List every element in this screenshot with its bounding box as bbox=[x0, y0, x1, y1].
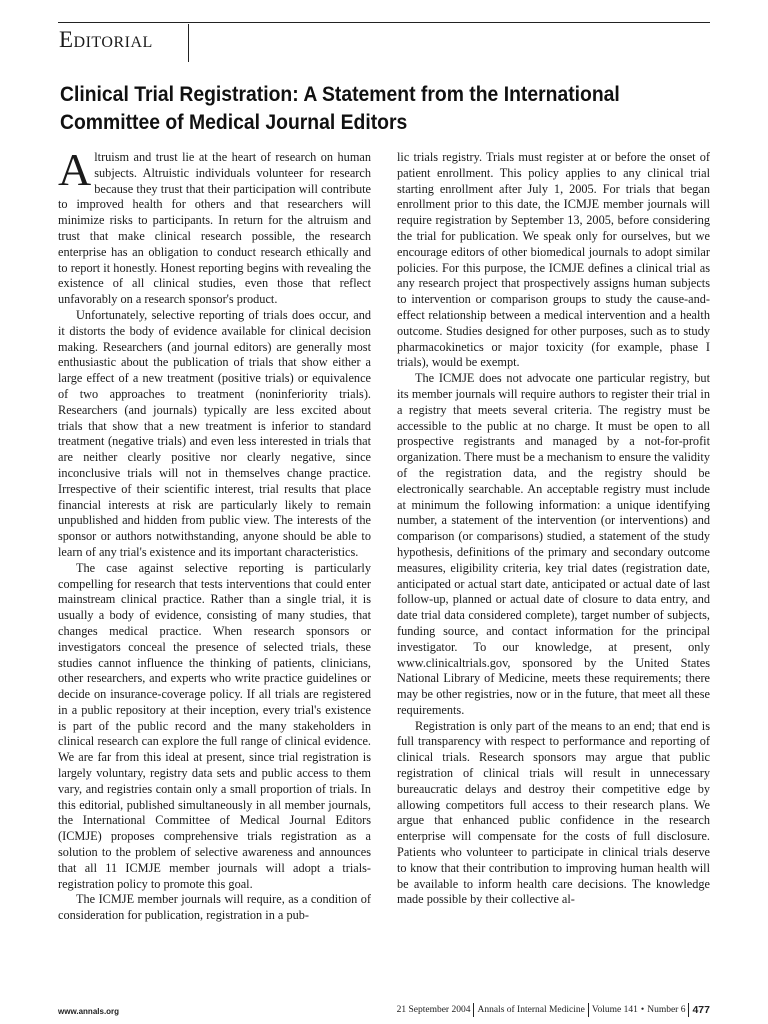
right-column bbox=[397, 150, 710, 908]
footer-number: Number 6 bbox=[647, 1005, 686, 1015]
footer-citation bbox=[394, 1003, 710, 1017]
footer-website: www.annals.org bbox=[58, 1007, 120, 1016]
paragraph: The ICMJE does not advocate one particular registry, but its member journals will require authors to register their trial in a registry that meets several criteria. The registry must be accessible to the public at no charge. It must be open to all prospective registrants and managed by a not-for-profit organization. There must be a mechanism to ensure the validity of the registration data, and the registry should be electronically searchable. An acceptable registry must include at minimum the following information: a unique identifying number, a statement of the intervention (or interventions) and comparison (or comparisons) studied, a statement of the study hypothesis, definitions of the primary and secondary outcome measures, eligibility criteria, key trial dates (registration date, anticipated or actual start date, anticipated or actual date of last follow-up, planned or actual date of closure to data entry, and date trial data considered complete), target number of subjects, funding source, and contact information for the principal investigator. To our knowledge, at present, only www.clinicaltrials.gov, sponsored by the United States National Library of Medicine, meets these requirements; there may be other registries, now or in the future, that meet all these requirements. bbox=[397, 371, 710, 717]
drop-cap: A bbox=[58, 144, 92, 195]
paragraph: Registration is only part of the means to an end; that end is full transparency with respect to performance and reporting of clinical trials. Research sponsors may argue that public registration of clinical trials will result in unnecessary bureaucratic delays and destroy their competitive edge by allowing competitors full access to their research plans. We argue that enhanced public confidence in the research enterprise will compensate for the costs of full disclosure. Patients who volunteer to participate in clinical trials deserve to know that their contribution to improving human health will be available to inform health care decisions. The knowledge made possible by their collective al- bbox=[397, 718, 710, 907]
section-label: Editorial bbox=[59, 27, 153, 52]
paragraph-text: ltruism and trust lie at the heart of research on human subjects. Altruistic individuals volunteer for research because they trust that their participation will contribute to improved health for others and that researchers will minimize risks to participants. In return for the altruism and trust that make clinical research possible, the research enterprise has an obligation to conduct research ethically and to report it honestly. Honest reporting begins with revealing the existence of all clinical studies, even those that reflect unfavorably on a research sponsor's product. bbox=[58, 150, 371, 307]
paragraph: lic trials registry. Trials must register at or before the onset of patient enrollment. This policy applies to any clinical trial starting enrollment after July 1, 2005. For trials that began enrollment prior to this date, the ICMJE member journals will require registration by September 13, 2005, before considering the trial for publication. We speak only for ourselves, but we encourage editors of other biomedical journals to adopt similar policies. For this purpose, the ICMJE defines a clinical trial as any research project that prospectively assigns human subjects to intervention or comparison groups to study the cause-and-effect relationship between a medical intervention and a health outcome. Studies designed for other purposes, such as to study pharmacokinetics or major toxicity (for example, phase I trials), would be exempt. bbox=[397, 150, 710, 370]
footer-bullet: • bbox=[640, 1005, 645, 1015]
footer-volume: Volume 141 bbox=[591, 1005, 638, 1015]
article-title: Clinical Trial Registration: A Statement from the International Committee of Medical Journal Editors bbox=[60, 82, 620, 134]
paragraph bbox=[58, 144, 371, 308]
page-number: 477 bbox=[692, 1004, 710, 1016]
top-rule bbox=[58, 22, 710, 23]
section-divider bbox=[188, 24, 189, 62]
left-column bbox=[58, 144, 371, 924]
paragraph: The case against selective reporting is particularly compelling for research that tests interventions that could enter mainstream clinical practice. Rather than a single trial, it is usually a body of evidence, consisting of many studies, that changes medical practice. When research sponsors or investigators conceal the presence of selected trials, these studies cannot influence the thinking of patients, clinicians, other researchers, and experts who write practice guidelines or decide on insurance-coverage policy. If all trials are registered in a public repository at their inception, every trial's existence is part of the public record and the many stakeholders in clinical research can explore the full range of clinical evidence. We are far from this ideal at present, since trial registration is largely voluntary, registry data sets and public access to them vary, and registries contain only a small proportion of trials. In this editorial, published simultaneously in all member journals, the International Committee of Medical Journal Editors (ICMJE) proposes comprehensive trials registration as a solution to the problem of selective awareness and announces that all 11 ICMJE member journals will adopt a trials-registration policy to promote this goal. bbox=[58, 560, 371, 891]
paragraph: Unfortunately, selective reporting of trials does occur, and it distorts the body of evidence available for clinical decision making. Researchers (and journal editors) are generally most enthusiastic about the publication of trials that show either a large effect of a new treatment (positive trials) or equivalence of two approaches to treatment (noninferiority trials). Researchers (and journals) typically are less excited about trials that show that a new treatment is inferior to standard treatment (negative trials) and even less interested in trials that are neither clearly positive nor clearly negative, since inconclusive trials will not in themselves change practice. Irrespective of their scientific interest, trial results that place financial interests at risk are particularly likely to remain unpublished and hidden from public view. The interests of the sponsor or authors notwithstanding, anyone should be able to learn of any trial's existence and its important characteristics. bbox=[58, 307, 371, 559]
footer-journal: Annals of Internal Medicine bbox=[477, 1005, 585, 1015]
footer-date: 21 September 2004 bbox=[396, 1005, 471, 1015]
paragraph: The ICMJE member journals will require, as a condition of consideration for publication, registration in a pub- bbox=[58, 892, 371, 923]
